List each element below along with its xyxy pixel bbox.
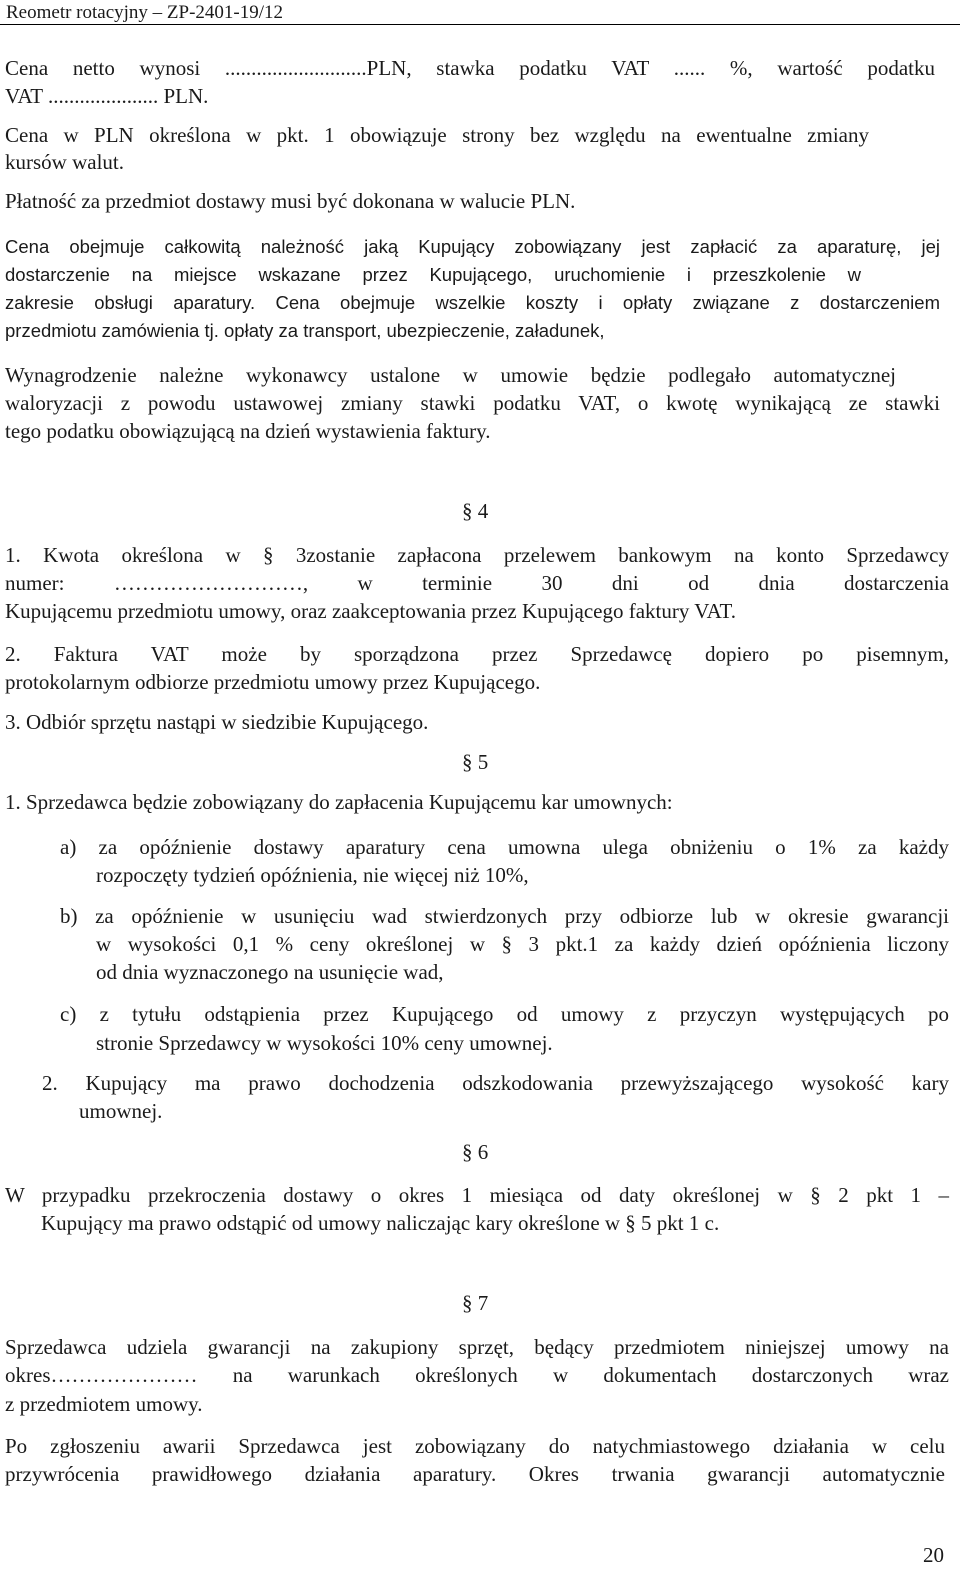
text-line: numer: ………………………, w terminie 30 dni od dnia dostarczenia [5,571,949,595]
page-header [0,0,960,25]
section-heading: § 7 [462,1291,489,1315]
text-line: W przypadku przekroczenia dostawy o okres 1 miesiąca od daty określonej w § 2 pkt 1 – [5,1183,949,1207]
section-heading: § 6 [462,1140,489,1164]
text-line: w wysokości 0,1 % ceny określonej w § 3 pkt.1 za każdy dzień opóźnienia liczony [96,932,949,956]
text-line: zakresie obsługi aparatury. Cena obejmuje wszelkie koszty i opłaty związane z dostarczeniem [5,292,940,313]
text-line: protokolarnym odbiorze przedmiotu umowy przez Kupującego. [5,670,541,694]
text-line: 1. Sprzedawca będzie zobowiązany do zapłacenia Kupującemu kar umownych: [5,790,673,814]
text-line: stronie Sprzedawcy w wysokości 10% ceny umownej. [96,1031,553,1055]
text-line: waloryzacji z powodu ustawowej zmiany stawki podatku VAT, o kwotę wynikającą ze stawki [5,391,940,415]
text-line: Po zgłoszeniu awarii Sprzedawca jest zobowiązany do natychmiastowego działania w celu [5,1434,945,1458]
text-line: b) za opóźnienie w usunięciu wad stwierdzonych przy odbiorze lub w okresie gwarancji [60,904,949,928]
text-line: 2. Kupujący ma prawo dochodzenia odszkodowania przewyższającego wysokość kary [42,1071,949,1095]
text-line: Kupującemu przedmiotu umowy, oraz zaakceptowania przez Kupującego faktury VAT. [5,599,737,623]
text-line: tego podatku obowiązującą na dzień wystawienia faktury. [5,419,491,443]
text-line: Płatność za przedmiot dostawy musi być dokonana w walucie PLN. [5,189,576,213]
text-line: Sprzedawca udziela gwarancji na zakupiony sprzęt, będący przedmiotem niniejszej umowy na [5,1335,949,1359]
text-line: 3. Odbiór sprzętu nastąpi w siedzibie Kupującego. [5,710,429,734]
page-number: 20 [923,1543,944,1567]
text-line: rozpoczęty tydzień opóźnienia, nie więcej niż 10%, [96,863,529,887]
section-heading: § 4 [462,499,489,523]
text-line: 1. Kwota określona w § 3zostanie zapłacona przelewem bankowym na konto Sprzedawcy [5,543,949,567]
text-line: z przedmiotem umowy. [5,1392,203,1416]
text-line: VAT ..................... PLN. [5,84,209,108]
section-heading: § 5 [462,750,489,774]
text-line: a) za opóźnienie dostawy aparatury cena umowna ulega obniżeniu o 1% za każdy [60,835,949,859]
text-line: Cena w PLN określona w pkt. 1 obowiązuje strony bez względu na ewentualne zmiany [5,123,869,147]
text-line: 2. Faktura VAT może by sporządzona przez Sprzedawcę dopiero po pisemnym, [5,642,949,666]
text-line: Cena obejmuje całkowitą należność jaką Kupujący zobowiązany jest zapłacić za aparaturę, jej [5,236,940,257]
text-line: dostarczenie na miejsce wskazane przez Kupującego, uruchomienie i przeszkolenie w [5,264,861,285]
text-line: przedmiotu zamówienia tj. opłaty za transport, ubezpieczenie, załadunek, [5,320,605,341]
text-line: przywrócenia prawidłowego działania aparatury. Okres trwania gwarancji automatycznie [5,1462,945,1486]
text-line: Wynagrodzenie należne wykonawcy ustalone w umowie będzie podlegało automatycznej [5,363,896,387]
header-title: Reometr rotacyjny – ZP-2401-19/12 [6,2,284,23]
text-line: od dnia wyznaczonego na usunięcie wad, [96,960,444,984]
text-line: umownej. [79,1099,163,1123]
text-line: kursów walut. [5,150,124,174]
text-line: c) z tytułu odstąpienia przez Kupującego od umowy z przyczyn występujących po [60,1002,949,1026]
text-line: okres………………… na warunkach określonych w dokumentach dostarczonych wraz [5,1363,949,1387]
text-line: Cena netto wynosi ...........................PLN, stawka podatku VAT ...... %, wartość podatku [5,56,935,80]
text-line: Kupujący ma prawo odstąpić od umowy naliczając kary określone w § 5 pkt 1 c. [41,1211,720,1235]
